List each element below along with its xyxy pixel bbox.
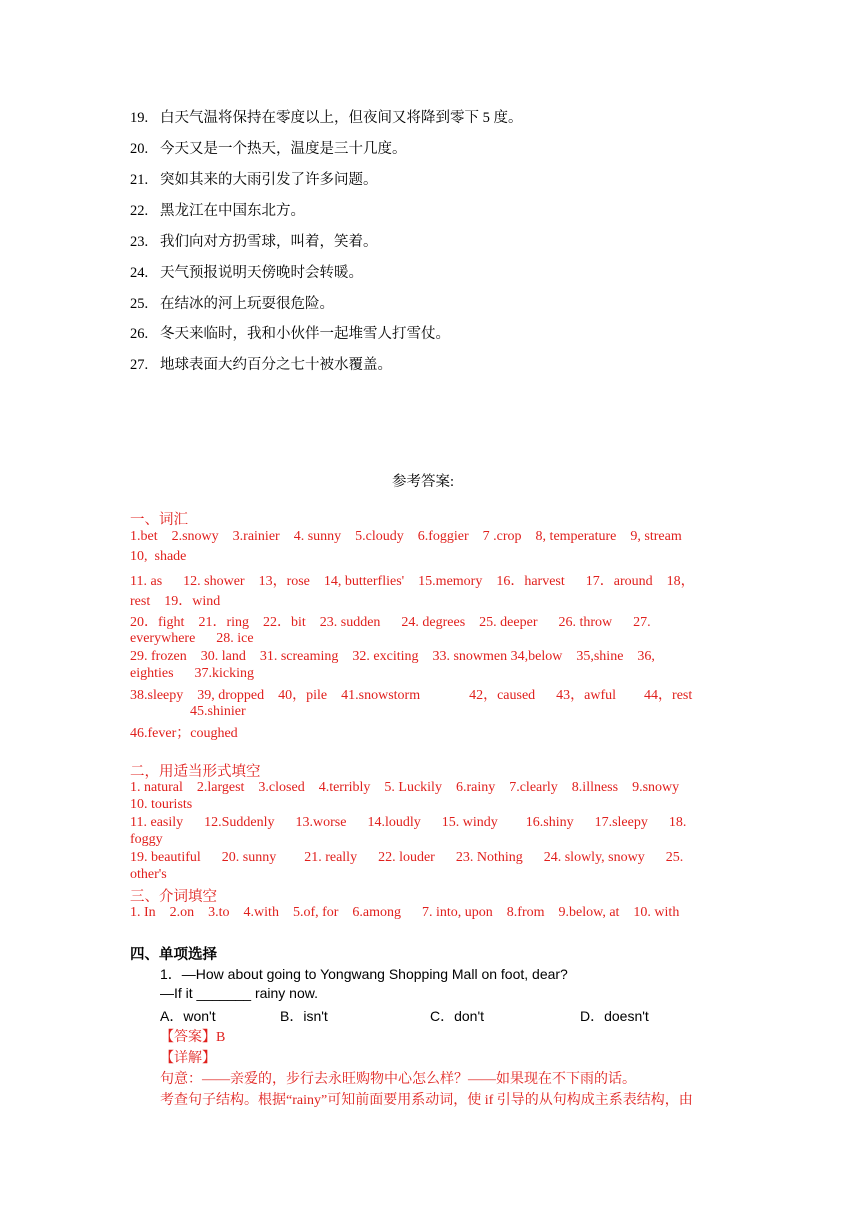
answer-line: 29. frozen 30. land 31. screaming 32. exciting 33. snowmen 34,below 35,shine 36, bbox=[130, 649, 655, 664]
answer-line: 45.shinier bbox=[190, 704, 246, 719]
question-text: 在结冰的河上玩耍很危险。 bbox=[160, 296, 334, 312]
answer-line: 11. easily 12.Suddenly 13.worse 14.loudly 15. windy 16.shiny 17.sleepy 18. bbox=[130, 815, 687, 830]
question-item bbox=[130, 106, 523, 127]
option-d: D．doesn't bbox=[580, 1008, 649, 1024]
option-a: A．won't bbox=[160, 1008, 216, 1024]
answer-line: 1. natural 2.largest 3.closed 4.terribly 5. Luckily 6.rainy 7.clearly 8.illness 9.snowy bbox=[130, 780, 680, 795]
question-item bbox=[130, 168, 378, 189]
question-text: 突如其来的大雨引发了许多问题。 bbox=[160, 172, 378, 188]
question-text: 冬天来临时，我和小伙伴一起堆雪人打雪仗。 bbox=[160, 326, 450, 342]
answer-line: 20．fight 21．ring 22．bit 23. sudden 24. degrees 25. deeper 26. throw 27. bbox=[130, 615, 651, 630]
question-item bbox=[130, 137, 407, 158]
question-number: 26. bbox=[130, 326, 149, 342]
question-number: 25. bbox=[130, 296, 149, 312]
question-item bbox=[130, 292, 334, 313]
question-item bbox=[130, 261, 363, 282]
answer-line: foggy bbox=[130, 832, 163, 847]
answer-key-title: 参考答案: bbox=[392, 474, 455, 490]
question-number: 24. bbox=[130, 265, 149, 281]
question-number: 22. bbox=[130, 203, 149, 219]
answer-line: 38.sleepy 39, dropped 40，pile 41.snowstorm 42，caused 43，awful 44，rest bbox=[130, 688, 693, 703]
answer-line: 46.fever；coughed bbox=[130, 726, 238, 741]
section-heading: 三、介词填空 bbox=[130, 889, 217, 905]
answer-line: rest 19．wind bbox=[130, 594, 221, 609]
question-text: 白天气温将保持在零度以上，但夜间又将降到零下 5 度。 bbox=[160, 110, 523, 126]
answer-line: 19. beautiful 20. sunny 21. really 22. louder 23. Nothing 24. slowly, snowy 25. bbox=[130, 850, 684, 865]
answer-line: everywhere 28. ice bbox=[130, 631, 254, 646]
question-item bbox=[130, 353, 392, 374]
answer-line: eighties 37.kicking bbox=[130, 666, 255, 681]
option-b: B．isn't bbox=[280, 1008, 328, 1024]
question-text: 黑龙江在中国东北方。 bbox=[160, 203, 305, 219]
question-text: 我们向对方扔雪球，叫着，笑着。 bbox=[160, 234, 378, 250]
mc-question: 1．—How about going to Yongwang Shopping Mall on foot, dear? bbox=[160, 966, 568, 982]
answer-line: 1.bet 2.snowy 3.rainier 4. sunny 5.cloudy 6.foggier 7 .crop 8, temperature 9, stream bbox=[130, 529, 682, 544]
question-number: 19. bbox=[130, 110, 149, 126]
explanation-line: 句意：——亲爱的，步行去永旺购物中心怎么样？——如果现在不下雨的话。 bbox=[160, 1072, 636, 1087]
option-c: C．don't bbox=[430, 1008, 485, 1024]
explanation-line: 考查句子结构。根据“rainy”可知前面要用系动词，使 if 引导的从句构成主系表结构，由 bbox=[160, 1093, 693, 1108]
question-item bbox=[130, 199, 305, 220]
question-number: 20. bbox=[130, 141, 149, 157]
question-number: 23. bbox=[130, 234, 149, 250]
mc-options bbox=[160, 1006, 700, 1026]
question-item bbox=[130, 230, 378, 251]
question-text: 今天又是一个热天，温度是三十几度。 bbox=[160, 141, 407, 157]
section-heading: 一、词汇 bbox=[130, 512, 188, 528]
question-text: 天气预报说明天傍晚时会转暖。 bbox=[160, 265, 363, 281]
answer-line: other's bbox=[130, 867, 167, 882]
section-heading: 四、单项选择 bbox=[130, 947, 217, 963]
answer-line: 10, shade bbox=[130, 549, 187, 564]
answer-line: 1. In 2.on 3.to 4.with 5.of, for 6.among 7. into, upon 8.from 9.below, at 10. with bbox=[130, 905, 680, 920]
question-number: 27. bbox=[130, 357, 149, 373]
answer-line: 11. as 12. shower 13，rose 14, butterflies' 15.memory 16．harvest 17．around 18， bbox=[130, 574, 695, 589]
detail-label: 【详解】 bbox=[160, 1051, 216, 1066]
mc-response: —If it _______ rainy now. bbox=[160, 985, 318, 1001]
section-heading: 二，用适当形式填空 bbox=[130, 764, 261, 780]
answer-label: 【答案】B bbox=[160, 1030, 226, 1045]
question-text: 地球表面大约百分之七十被水覆盖。 bbox=[160, 357, 392, 373]
answer-line: 10. tourists bbox=[130, 797, 193, 812]
question-item bbox=[130, 322, 450, 343]
question-number: 21. bbox=[130, 172, 149, 188]
